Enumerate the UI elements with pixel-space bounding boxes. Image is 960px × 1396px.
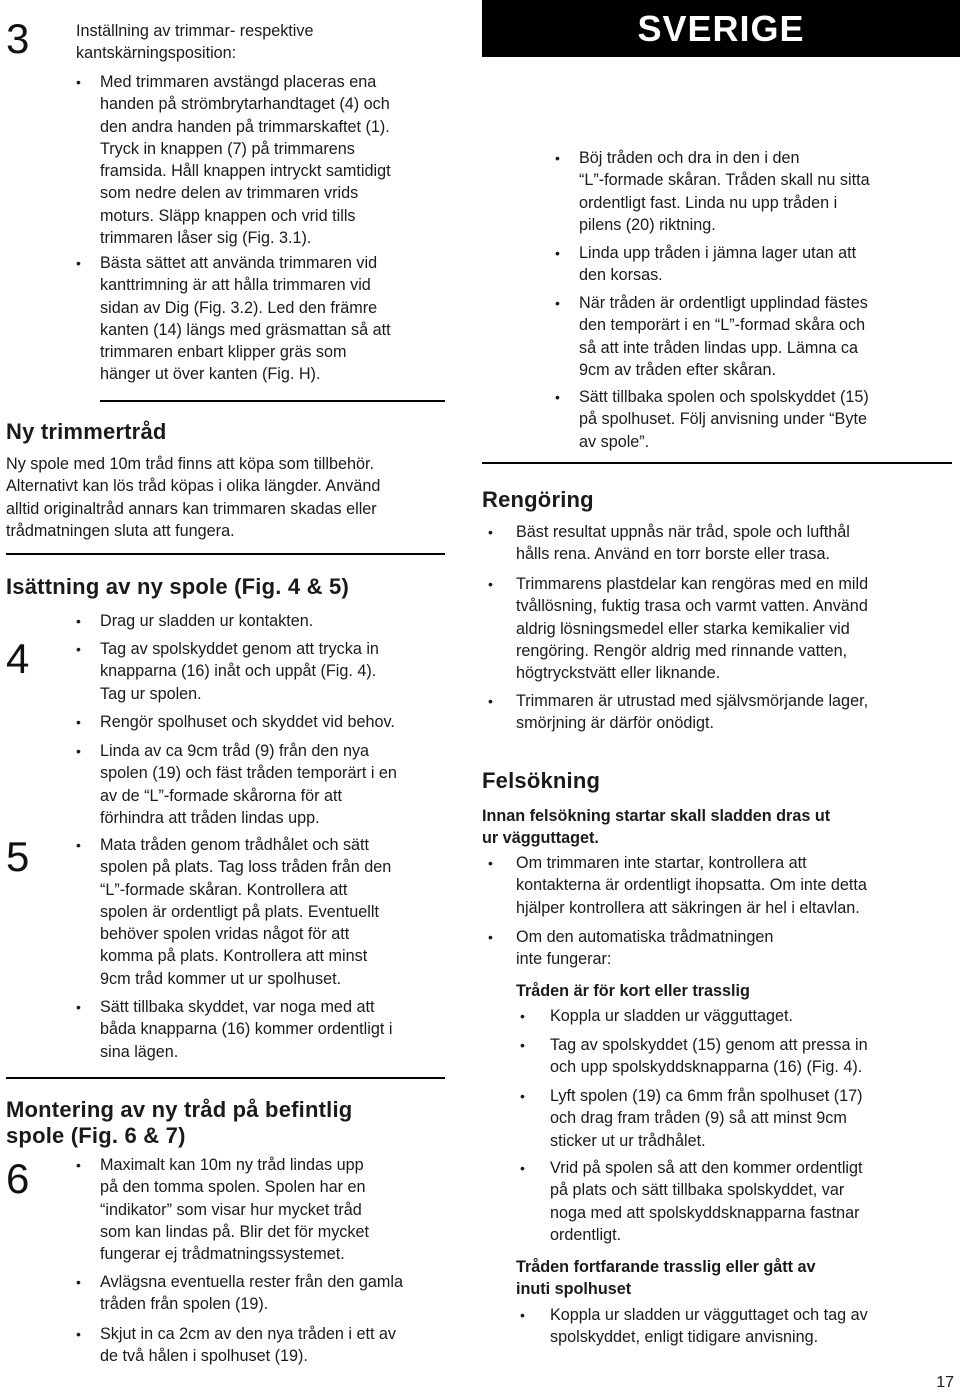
heading-isattning: Isättning av ny spole (Fig. 4 & 5) — [6, 574, 349, 599]
heading-ny-trimmertrad: Ny trimmertråd — [6, 419, 167, 444]
rengoring-bullet-3: • Trimmaren är utrustad med självsmörjande lager, smörjning är därför onödigt. — [516, 690, 936, 735]
heading-montering: Montering av ny tråd på befintlig spole (Fig. 6 & 7) — [6, 1097, 353, 1148]
figure-number-6: 6 — [6, 1155, 30, 1202]
figure-number-3: 3 — [6, 15, 30, 62]
felsokning-bullet-1: • Om trimmaren inte startar, kontrollera att kontakterna är ordentligt ihopsatta. Om inte detta hjälper kontrollera att säkringen är hel i eltavlan. — [516, 852, 936, 919]
spole-bullet-4: • Sätt tillbaka spolen och spolskyddet (15) på spolhuset. Följ anvisning under “Byte av spole”. — [579, 386, 929, 453]
rengoring-bullet-2: • Trimmarens plastdelar kan rengöras med en mild tvållösning, fuktig trasa och varmt vatten. Använd aldrig lösningsmedel eller starka kemikalier vid rengöring. Rengör aldrig med rinnande vatten, högtryckstvätt eller liknande. — [516, 573, 936, 684]
fig3-intro: Inställning av trimmar- respektive kantskärningsposition: — [76, 22, 314, 63]
montering-bullet-2: • Avlägsna eventuella rester från den gamla tråden från spolen (19). — [100, 1271, 460, 1316]
section-divider — [100, 400, 445, 402]
felsokning-bullet-2: • Om den automatiska trådmatningen inte fungerar: — [516, 926, 936, 971]
section-divider — [6, 553, 445, 555]
sub1-bullet-3: • Lyft spolen (19) ca 6mm från spolhuset (17) och drag fram tråden (9) så att minst 9cm sticker ut ur trådhålet. — [550, 1085, 930, 1152]
spole-bullet-3: • När tråden är ordentligt upplindad fästes den temporärt i en “L”-formad skåra och så att inte tråden lindas upp. Lämna ca 9cm av tråden efter skåran. — [579, 292, 929, 381]
isattning-bullet-6: • Sätt tillbaka skyddet, var noga med att båda knapparna (16) kommer ordentligt i sina lägen. — [100, 996, 460, 1063]
figure-number-5: 5 — [6, 833, 30, 880]
isattning-bullet-3: • Rengör spolhuset och skyddet vid behov. — [100, 711, 460, 733]
figure-number-4: 4 — [6, 635, 30, 682]
ny-trimmertrad-text: Ny spole med 10m tråd finns att köpa som tillbehör. Alternativt kan lös tråd köpas i olika längder. Använd alltid originaltråd annars kan trimmaren skadas eller trådmatningen sluta att fungera. — [6, 455, 381, 540]
heading-rengoring: Rengöring — [482, 487, 594, 512]
page-number: 17 — [936, 1374, 954, 1391]
felsokning-sub1-heading: Tråden är för kort eller trasslig — [516, 982, 750, 1000]
spole-bullet-1: • Böj tråden och dra in den i den “L”-formade skåran. Tråden skall nu sitta ordentligt fast. Linda nu upp tråden i pilens (20) riktning. — [579, 147, 929, 236]
felsokning-subheading: Innan felsökning startar skall sladden dras ut ur vägguttaget. — [482, 807, 831, 847]
isattning-bullet-5: • Mata tråden genom trådhålet och sätt spolen på plats. Tag loss tråden från den “L”-formade skåran. Kontrollera att spolen är ordentligt på plats. Eventuellt behöver spolen vridas något för att komma på plats. Kontrollera att minst 9cm tråd kommer ut ur spolhuset. — [100, 834, 460, 990]
rengoring-bullet-1: • Bäst resultat uppnås när tråd, spole och lufthål hålls rena. Använd en torr borste eller trasa. — [516, 521, 936, 566]
country-banner: SVERIGE — [482, 0, 960, 57]
fig3-bullet-1: • Med trimmaren avstängd placeras ena handen på strömbrytarhandtaget (4) och den andra handen på trimmarskaftet (1). Tryck in knappen (7) på trimmarens framsida. Håll knappen intryckt samtidigt som nedre delen av trimmaren vrids moturs. Släpp knappen och vrid tills trimmaren låser sig (Fig. 3.1). — [100, 71, 460, 249]
spole-bullet-2: • Linda upp tråden i jämna lager utan att den korsas. — [579, 242, 929, 287]
sub1-bullet-2: • Tag av spolskyddet (15) genom att pressa in och upp spolskyddsknapparna (16) (Fig. 4). — [550, 1034, 930, 1079]
section-divider — [482, 462, 952, 464]
isattning-bullet-2: • Tag av spolskyddet genom att trycka in knapparna (16) inåt och uppåt (Fig. 4). Tag ur spolen. — [100, 638, 460, 705]
montering-bullet-3: • Skjut in ca 2cm av den nya tråden i ett av de två hålen i spolhuset (19). — [100, 1323, 460, 1368]
fig3-bullet-2: • Bästa sättet att använda trimmaren vid kanttrimning är att hålla trimmaren vid sidan av Dig (Fig. 3.2). Led den främre kanten (14) längs med gräsmattan så att trimmaren enbart klipper gräs som hänger ut över kanten (Fig. H). — [100, 252, 460, 386]
montering-bullet-1: • Maximalt kan 10m ny tråd lindas upp på den tomma spolen. Spolen har en “indikator” som visar hur mycket tråd som kan lindas på. Blir det för mycket fungerar ej trådmatningssystemet. — [100, 1154, 460, 1265]
isattning-bullet-1: • Drag ur sladden ur kontakten. — [100, 610, 460, 632]
sub1-bullet-1: • Koppla ur sladden ur vägguttaget. — [550, 1005, 930, 1027]
isattning-bullet-4: • Linda av ca 9cm tråd (9) från den nya spolen (19) och fäst tråden temporärt i en av de “L”-formade skårorna för att förhindra att tråden lindas upp. — [100, 740, 460, 829]
sub2-bullet-1: • Koppla ur sladden ur vägguttaget och tag av spolskyddet, enligt tidigare anvisning. — [550, 1304, 930, 1349]
sub1-bullet-4: • Vrid på spolen så att den kommer ordentligt på plats och sätt tillbaka spolskyddet, var noga med att spolskyddsknapparna fastnar ordentligt. — [550, 1157, 930, 1246]
heading-felsokning: Felsökning — [482, 768, 601, 793]
section-divider — [6, 1077, 445, 1079]
felsokning-sub2-heading: Tråden fortfarande trasslig eller gått av inuti spolhuset — [516, 1258, 816, 1298]
